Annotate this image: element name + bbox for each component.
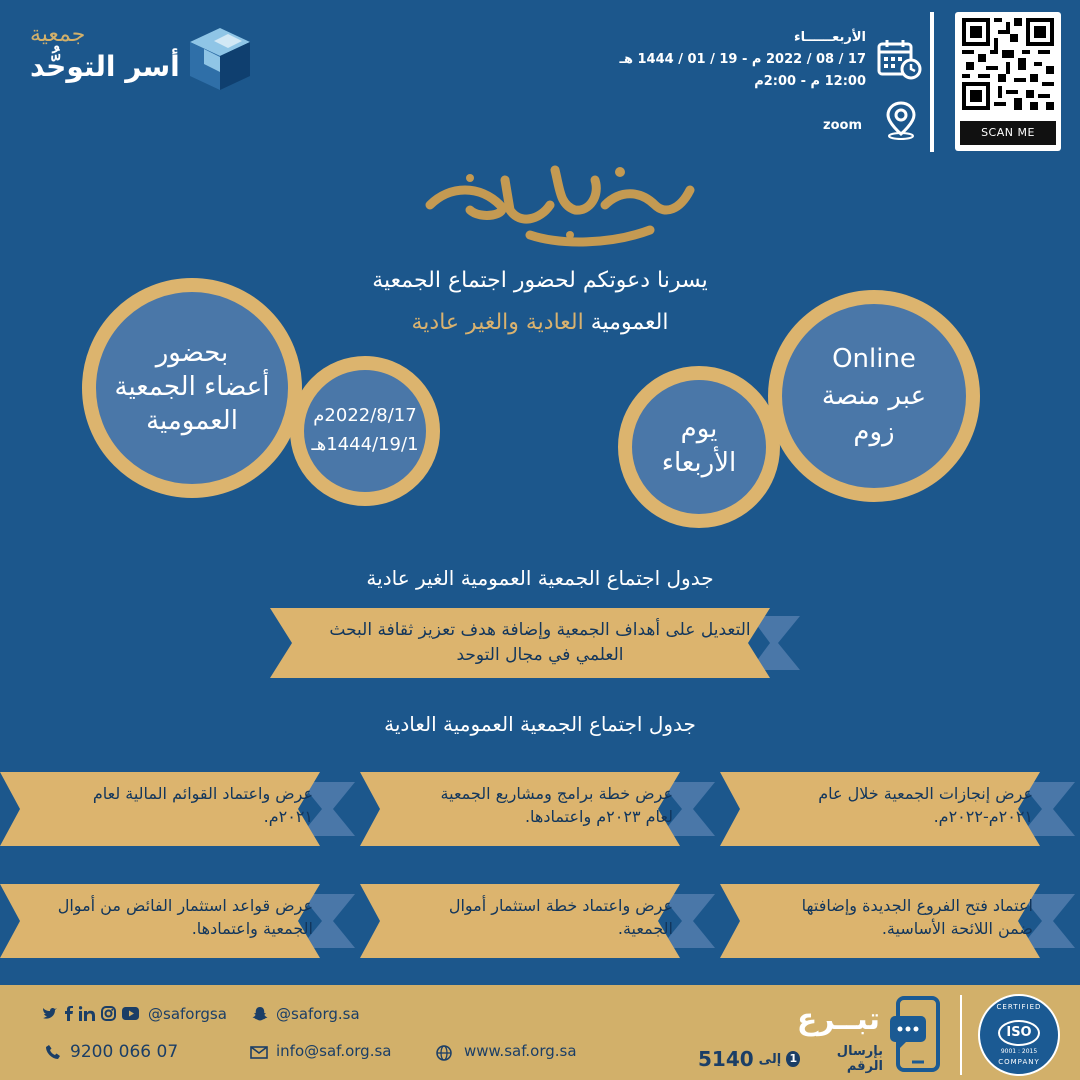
logo-subtitle: جمعية <box>30 22 86 47</box>
calligraphy-icon <box>410 150 710 250</box>
social-handle[interactable]: @saforgsa <box>148 1005 227 1023</box>
donate-number[interactable]: 5140 <box>698 1047 754 1071</box>
iso-badge <box>978 994 1060 1076</box>
instagram-icon[interactable] <box>101 1006 116 1021</box>
agenda-item-text: عرض واعتماد خطة استثمار أموال الجمعية. <box>448 896 673 939</box>
qr-pattern-icon <box>962 18 1054 110</box>
event-location: zoom <box>823 118 862 133</box>
mobile-sms-icon <box>888 996 946 1072</box>
agenda-item-text: اعتماد فتح الفروع الجديدة وإضافتها ضمن اللائحة الأساسية. <box>801 896 1033 939</box>
snapchat-handle[interactable]: @saforg.sa <box>276 1005 360 1023</box>
agenda-item <box>360 884 715 958</box>
donate-to: إلى <box>758 1051 782 1067</box>
location-pin-icon <box>883 100 919 140</box>
extraordinary-item-text: التعديل على أهداف الجمعية وإضافة هدف تعزيز ثقافة البحث العلمي في مجال التوحد <box>329 620 751 665</box>
event-time: 12:00 م - 2:00م <box>754 74 866 89</box>
qr-code[interactable] <box>955 12 1061 151</box>
twitter-icon[interactable] <box>42 1007 58 1021</box>
day-line-1: يوم <box>680 414 718 445</box>
scan-me-label: SCAN ME <box>960 121 1056 145</box>
agenda-item <box>0 772 355 846</box>
logo-cube-icon <box>184 24 256 94</box>
platform-line-2: عبر منصة <box>821 380 927 411</box>
agenda-item <box>0 884 355 958</box>
intro-line-1: يسرنا دعوتكم لحضور اجتماع الجمعية <box>372 268 708 293</box>
date-circle <box>290 356 440 506</box>
donate-title: تبــرع <box>796 1002 880 1037</box>
agenda-item-text: عرض خطة برامج ومشاريع الجمعية لعام ٢٠٢٣م واعتمادها. <box>440 784 673 827</box>
event-day: الأربعــــــاء <box>793 30 866 45</box>
youtube-icon[interactable] <box>122 1007 139 1020</box>
iso-number: 9001 : 2015 <box>1000 1048 1038 1055</box>
website-url[interactable]: www.saf.org.sa <box>464 1042 577 1060</box>
logo-title: أسر التوحُّد <box>30 50 180 83</box>
day-circle <box>618 366 780 528</box>
ordinary-title: جدول اجتماع الجمعية العمومية العادية <box>384 712 696 736</box>
day-line-2: الأربعاء <box>661 448 737 478</box>
email-address[interactable]: info@saf.org.sa <box>276 1042 392 1060</box>
linkedin-icon[interactable] <box>79 1006 95 1021</box>
attendance-circle <box>82 278 302 498</box>
extraordinary-title: جدول اجتماع الجمعية العمومية الغير عادية <box>366 566 714 590</box>
attendance-line-2: أعضاء الجمعية <box>114 372 270 403</box>
phone-number[interactable]: 9200 066 07 <box>70 1042 179 1062</box>
intro-highlight: العادية والغير عادية <box>411 310 584 335</box>
agenda-item-text: عرض واعتماد القوائم المالية لعام ٢٠٢١م. <box>92 784 313 827</box>
email-icon <box>250 1046 268 1059</box>
agenda-item <box>720 884 1075 958</box>
attendance-line-1: بحضور <box>155 338 229 369</box>
footer-divider <box>960 995 962 1075</box>
attendance-line-3: العمومية <box>146 405 238 436</box>
agenda-item-text: عرض إنجازات الجمعية خلال عام ٢٠٢١م-٢٠٢٢م. <box>818 784 1033 827</box>
intro-general: العمومية <box>590 310 669 335</box>
donate-prefix: بإرسال الرقم <box>836 1044 883 1074</box>
iso-certified: CERTIFIED <box>996 1003 1042 1011</box>
snapchat-icon[interactable] <box>252 1006 268 1022</box>
agenda-item <box>720 772 1075 846</box>
platform-circle <box>768 290 980 502</box>
donate-digit: 1 <box>786 1051 800 1067</box>
extraordinary-item <box>270 608 800 678</box>
date-gregorian: 2022/8/17م <box>313 405 417 427</box>
agenda-item-text: عرض قواعد استثمار الفائض من أموال الجمعية واعتمادها. <box>57 896 313 939</box>
calendar-icon <box>877 38 923 80</box>
date-hijri: 1444/19/1هـ <box>311 434 419 455</box>
iso-company: COMPANY <box>998 1058 1040 1066</box>
facebook-icon[interactable] <box>64 1006 73 1021</box>
donate-instruction <box>698 1044 883 1074</box>
intro-line-2 <box>240 310 840 335</box>
event-date: 17 / 08 / 2022 م - 19 / 01 / 1444 هـ <box>619 52 866 67</box>
iso-label: ISO <box>998 1020 1040 1046</box>
globe-icon <box>436 1045 452 1061</box>
header-divider <box>930 12 934 152</box>
social-icons <box>42 1006 139 1021</box>
platform-line-1: Online <box>832 344 916 375</box>
platform-line-3: زوم <box>853 417 895 448</box>
agenda-item <box>360 772 715 846</box>
phone-icon <box>46 1045 60 1059</box>
invitation-calligraphy <box>410 150 710 250</box>
